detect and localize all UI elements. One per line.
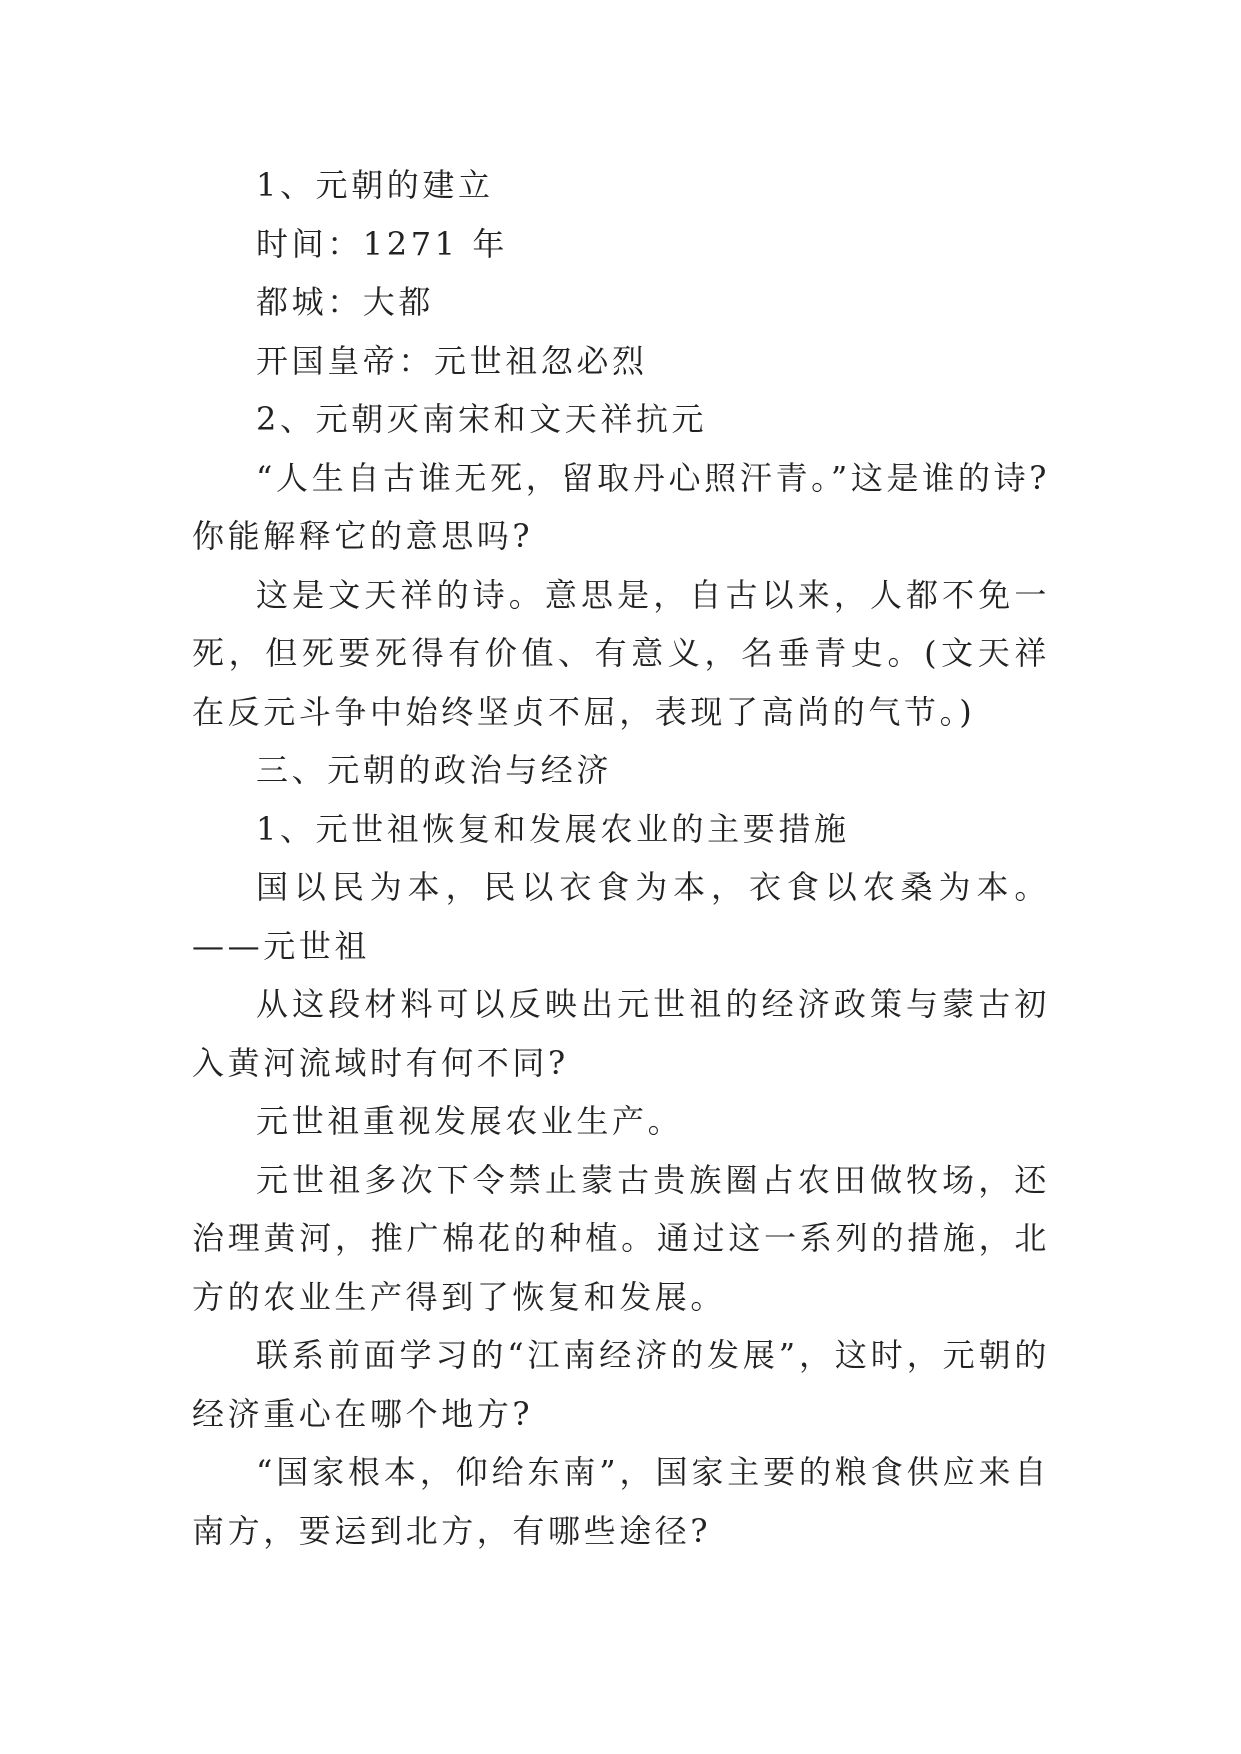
capital-line: 都城：大都: [256, 283, 435, 321]
economic-center-question-paragraph: 联系前面学习的“江南经济的发展”，这时，元朝的经济重心在哪个地方?: [192, 1336, 1050, 1433]
section-heading-politics-economy: 三、元朝的政治与经济: [256, 751, 613, 789]
policy-question-paragraph: 从这段材料可以反映出元世祖的经济政策与蒙古初入黄河流域时有何不同?: [192, 985, 1050, 1082]
policy-answer-paragraph: 元世祖重视发展农业生产。: [256, 1102, 684, 1140]
section-heading-yuan-founding: 1、元朝的建立: [256, 166, 494, 204]
quote-paragraph: 国以民为本，民以衣食为本，衣食以农桑为本。——元世祖: [192, 868, 1050, 965]
poem-question-paragraph: “人生自古谁无死，留取丹心照汗青。”这是谁的诗?你能解释它的意思吗?: [192, 458, 1050, 555]
poem-answer-paragraph: 这是文天祥的诗。意思是，自古以来，人都不免一死，但死要死得有价值、有意义，名垂青史。(文天祥在反元斗争中始终坚贞不屈，表现了高尚的气节。): [192, 575, 1050, 731]
grain-transport-question-paragraph: “国家根本，仰给东南”，国家主要的粮食供应来自南方，要运到北方，有哪些途径?: [192, 1453, 1050, 1550]
section-heading-fall-of-song: 2、元朝灭南宋和文天祥抗元: [256, 400, 708, 438]
document-body: [192, 156, 1050, 1560]
subheading-agriculture-measures: 1、元世祖恢复和发展农业的主要措施: [256, 809, 850, 848]
founding-emperor-line: 开国皇帝：元世祖忽必烈: [256, 341, 648, 380]
founding-time-line: 时间：1271 年: [256, 224, 509, 263]
measures-paragraph: 元世祖多次下令禁止蒙古贵族圈占农田做牧场，还治理黄河，推广棉花的种植。通过这一系列的措施，北方的农业生产得到了恢复和发展。: [192, 1160, 1050, 1316]
